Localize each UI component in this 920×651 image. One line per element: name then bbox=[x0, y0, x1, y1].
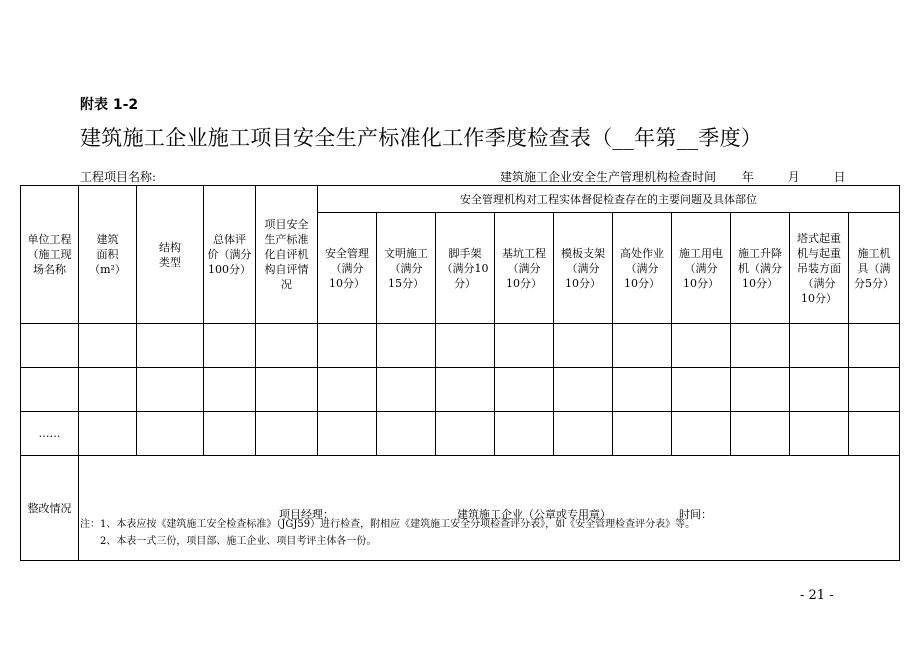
check-time-month: 月 bbox=[787, 170, 800, 184]
table-row bbox=[21, 324, 900, 368]
table-cell[interactable] bbox=[672, 368, 731, 412]
header-foundation-pit: 基坑工程 （满分 10分） bbox=[495, 213, 554, 324]
table-cell[interactable] bbox=[204, 324, 256, 368]
table-cell[interactable] bbox=[790, 412, 849, 456]
table-cell[interactable] bbox=[137, 412, 204, 456]
table-cell[interactable] bbox=[204, 412, 256, 456]
notes bbox=[80, 516, 695, 550]
header-safety-management: 安全管理 （满分 10分） bbox=[318, 213, 377, 324]
note-2: 2、本表一式三份，项目部、施工企业、项目考评主体各一份。 bbox=[100, 536, 377, 547]
table-cell[interactable] bbox=[79, 324, 137, 368]
header-scaffolding: 脚手架 （满分10 分） bbox=[436, 213, 495, 324]
header-civilized-construction: 文明施工 （满分 15分） bbox=[377, 213, 436, 324]
table-cell[interactable] bbox=[731, 368, 790, 412]
table-cell[interactable] bbox=[790, 324, 849, 368]
ellipsis-cell: …… bbox=[21, 412, 79, 456]
header-electricity: 施工用电 （满分 10分） bbox=[672, 213, 731, 324]
header-self-evaluation: 项目安全 生产标准 化自评机 构自评情 况 bbox=[256, 186, 318, 324]
check-time-label: 建筑施工企业安全生产管理机构检查时间 bbox=[500, 170, 717, 184]
time-label: 时间： bbox=[679, 508, 712, 521]
table-cell[interactable] bbox=[318, 368, 377, 412]
inspection-table bbox=[20, 185, 900, 561]
table-row bbox=[21, 368, 900, 412]
table-cell[interactable] bbox=[256, 412, 318, 456]
table-cell[interactable] bbox=[79, 368, 137, 412]
table-cell[interactable] bbox=[79, 412, 137, 456]
header-unit-project: 单位工程 （施工现 场名称 bbox=[21, 186, 79, 324]
company-seal-label: 建筑施工企业（公章或专用章） bbox=[457, 508, 611, 521]
check-time-year: 年 bbox=[741, 170, 754, 184]
page-title: 建筑施工企业施工项目安全生产标准化工作季度检查表（__年第__季度） bbox=[80, 126, 763, 150]
note-1: 注：1、本表应按《建筑施工安全检查标准》（JGJ59）进行检查，附相应《建筑施工安全分项检查评分表》，如《安全管理检查评分表》等。 bbox=[80, 519, 696, 530]
table-cell[interactable] bbox=[318, 324, 377, 368]
table-cell[interactable] bbox=[495, 412, 554, 456]
header-formwork: 模板支架 （满分 10分） bbox=[554, 213, 613, 324]
table-cell[interactable] bbox=[436, 412, 495, 456]
header-group-issues: 安全管理机构对工程实体督促检查存在的主要问题及具体部位 bbox=[318, 186, 900, 213]
header-building-area: 建筑 面积 （m²） bbox=[79, 186, 137, 324]
header-tower-crane: 塔式起重 机与起重 吊装方面 （满分 10分） bbox=[790, 213, 849, 324]
header-machinery: 施工机 具（满 分5分） bbox=[849, 213, 900, 324]
project-name-label: 工程项目名称: bbox=[80, 170, 157, 184]
table-cell[interactable] bbox=[21, 324, 79, 368]
table-cell[interactable] bbox=[436, 368, 495, 412]
table-cell[interactable] bbox=[672, 412, 731, 456]
table-cell[interactable] bbox=[672, 324, 731, 368]
table-row bbox=[21, 412, 900, 456]
table-cell[interactable] bbox=[436, 324, 495, 368]
page-number: - 21 - bbox=[800, 588, 834, 603]
table-cell[interactable] bbox=[613, 412, 672, 456]
table-cell[interactable] bbox=[849, 324, 900, 368]
table-cell[interactable] bbox=[731, 412, 790, 456]
header-hoist: 施工升降 机（满分 10分） bbox=[731, 213, 790, 324]
table-cell[interactable] bbox=[554, 368, 613, 412]
table-cell[interactable] bbox=[849, 412, 900, 456]
table-cell[interactable] bbox=[495, 368, 554, 412]
table-cell[interactable] bbox=[554, 324, 613, 368]
table-cell[interactable] bbox=[495, 324, 554, 368]
table-cell[interactable] bbox=[137, 368, 204, 412]
table-cell[interactable] bbox=[613, 324, 672, 368]
table-cell[interactable] bbox=[256, 324, 318, 368]
header-work-at-height: 高处作业 （满分 10分） bbox=[613, 213, 672, 324]
table-cell[interactable] bbox=[790, 368, 849, 412]
table-cell[interactable] bbox=[554, 412, 613, 456]
project-manager-label: 项目经理： bbox=[279, 508, 334, 521]
rectification-label: 整改情况 bbox=[21, 456, 79, 561]
table-cell[interactable] bbox=[731, 324, 790, 368]
table-cell[interactable] bbox=[137, 324, 204, 368]
table-cell[interactable] bbox=[377, 324, 436, 368]
header-overall-score: 总体评 价（满分 100分） bbox=[204, 186, 256, 324]
table-cell[interactable] bbox=[204, 368, 256, 412]
appendix-label: 附表 1-2 bbox=[80, 97, 139, 113]
table-cell[interactable] bbox=[377, 368, 436, 412]
check-time-line bbox=[500, 168, 846, 185]
table-cell[interactable] bbox=[318, 412, 377, 456]
table-cell[interactable] bbox=[21, 368, 79, 412]
check-time-day: 日 bbox=[833, 170, 846, 184]
header-structure-type: 结构 类型 bbox=[137, 186, 204, 324]
table-cell[interactable] bbox=[377, 412, 436, 456]
table-cell[interactable] bbox=[849, 368, 900, 412]
table-cell[interactable] bbox=[613, 368, 672, 412]
table-cell[interactable] bbox=[256, 368, 318, 412]
